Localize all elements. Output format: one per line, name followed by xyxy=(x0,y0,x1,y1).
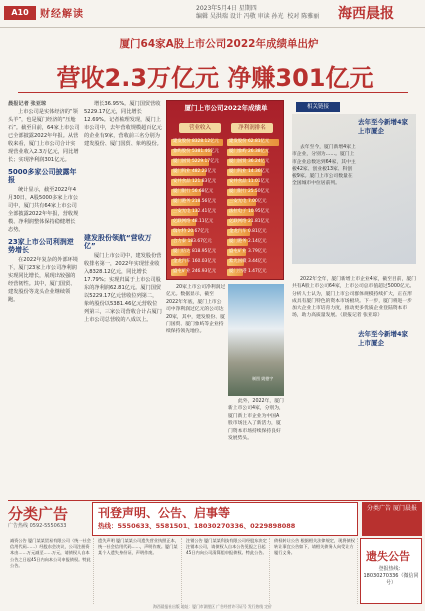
notice-banner-phone: 热线：5550633、5581501、18030270336、0229898088 xyxy=(98,522,296,530)
article-column-5 xyxy=(228,398,284,498)
lost-notice-phone: 登报热线：18030270336（微信同号） xyxy=(363,566,419,586)
revenue-row: 金龙汽车 160.03亿元 xyxy=(173,259,217,264)
related-sidebar xyxy=(288,100,420,498)
net-profit-row: 厦门空港 1.47亿元 xyxy=(229,269,267,274)
net-profit-row: 金龙汽车 0.81亿元 xyxy=(229,229,267,234)
column-header-revenue: 营业收入 xyxy=(179,123,221,133)
headline-title: 营收2.3万亿元 净赚301亿元 xyxy=(56,64,374,92)
classified-ads-hotline: 广告热线 0592-5550633 xyxy=(8,523,67,529)
net-profit-row: 紫光国微 3.44亿元 xyxy=(229,259,267,264)
revenue-row: 象屿股份 5381.46亿元 xyxy=(173,149,219,154)
sidebar-headline: 去年至今新增4家上市厦企 xyxy=(358,118,409,135)
revenue-row: 合力泰 183.67亿元 xyxy=(173,239,212,244)
net-profit-row: 亿联网络 21.81亿元 xyxy=(229,219,270,224)
edition-meta: 2023年5月4日 星期四 编辑 吴洪瑞 设计 冯敬 审读 孙光 校对 陈雅丽 xyxy=(196,5,320,20)
article-subhead: 建发股份领航“营收万亿” xyxy=(84,234,152,250)
revenue-row: 厦门银行 56.68亿元 xyxy=(173,189,214,194)
article-column-4 xyxy=(166,284,226,498)
ad-column-4: 债权转让公告 根据相关法律规定，现将债权转让事宜公告如下，请相关债务人向受让方履行义务。 xyxy=(272,538,358,604)
sidebar-text-2: 2022年全年，厦门新增上市企业4家，截至目前，厦门共有A股上市公司64家，上市公司总市值超过5000亿元。分析人士认为，厦门上市公司群体规模持续扩大，正在形成具有厦门特色的资本市场板块。下一步，厦门将进一步加大企业上市培育力度，推动更多优质企业登陆资本市场，助力高质量发展。（晨报记者 张亚琼） xyxy=(292,277,416,319)
sidebar-tag: 相关链接 xyxy=(296,102,340,112)
results-table-graphic xyxy=(166,100,284,280)
revenue-row: 建发股份 8328.12亿元 xyxy=(173,139,219,144)
column-header-net-profit: 净利润排名 xyxy=(231,123,273,133)
article-paragraph: 此外，2022年，厦门新上市公司4家，分别为，厦门新上市企业为中国A股市场注入了新活力，厦门资本市场持续保持良好发展势头。 xyxy=(228,399,284,442)
article-paragraph: 厦门上市公司中，建发股份营收排名第一，2022年实现营业收入8328.12亿元，同比增长17.79%；实现归属于上市公司股东的净利润62.81亿元。厦门国贸以5229.17亿元营收位列第二，象屿股份以5381.46亿元营收位列第三，三家公司营收合计占厦门上市公司总营收的八成以上。 xyxy=(84,253,162,323)
article-paragraph: 上市公司是实体经济的“领头羊”，也是厦门经济的“压舱石”。截至目前，64家上市公司已全部披露2022年年报。从营收来看，厦门上市公司合计实现营业收入2.3万亿元，同比增长；实现净利润301亿元。 xyxy=(8,109,80,163)
page-footer: 海西晨报社出版 地址：厦门市湖里区 广告经营许可证号 发行热线 定价 xyxy=(153,604,272,609)
chart-title: 厦门上市公司2022年成绩单 xyxy=(184,104,268,112)
revenue-row: 厦门港务 218.56亿元 xyxy=(173,199,217,204)
revenue-row: 瑞尔特 20.67亿元 xyxy=(173,229,209,234)
lost-notice-title: 遗失公告 xyxy=(366,550,410,563)
revenue-row: 厦门国贸 5229.17亿元 xyxy=(173,159,219,164)
article-paragraph: 统计显示，截至2022年4月30日，A股5000多家上市公司中，厦门共有64家上市公司全部披露2022年年报，营收规模、净利润整体保持稳健增长态势。 xyxy=(8,187,79,233)
net-profit-row: 安井食品 11.01亿元 xyxy=(229,179,270,184)
revenue-row: 亿联网络 48.11亿元 xyxy=(173,219,214,224)
net-profit-row: 厦门国贸 36.24亿元 xyxy=(229,159,270,164)
net-profit-row: 厦门钨业 14.36亿元 xyxy=(229,169,270,174)
article-byline: 晨报记者 张亚琼 xyxy=(8,101,47,107)
net-profit-row: 厦门象屿 26.38亿元 xyxy=(229,149,270,154)
article-paragraph: 20家上市公司净利润过亿元。数据显示，截至2022年年底，厦门上市公司中净利润过亿元的公司达20家，其中，建发股份、厦门国贸、厦门象屿等企业持续保持领先地位。 xyxy=(166,285,226,335)
article-subhead: 23家上市公司利润逆势增长 xyxy=(8,238,74,254)
headline-divider xyxy=(18,92,408,93)
ads-divider xyxy=(8,500,420,501)
section-name: 财经解读 xyxy=(40,9,84,20)
article-paragraph: 在2022年复杂的外部环境下，厦门23家上市公司净利润实现同比增长，展现出较强的经营韧性。其中，厦门国贸、建发股份等龙头企业继续领跑。 xyxy=(8,257,78,303)
ad-corner-box: 分类广告 厦门晨报 xyxy=(362,502,422,536)
revenue-row: 盛屯矿业 246.93亿元 xyxy=(173,269,217,274)
revenue-row: 三安光电 132.41亿元 xyxy=(173,209,217,214)
photo-credit: 制图 姚德宇 xyxy=(252,376,274,381)
revenue-row: 安井食品 121.83亿元 xyxy=(173,179,217,184)
newspaper-logo: 海西晨报 xyxy=(338,6,394,22)
net-profit-row: 厦门银行 25.50亿元 xyxy=(229,189,270,194)
page-number: A10 xyxy=(4,6,36,20)
ad-column-3: 注销公告 厦门某某科技有限公司经股东决定注销本公司，请债权人自本公告见报之日起45日内向公司清算组申报债权。特此公告。 xyxy=(184,538,270,604)
headline-kicker: 厦门64家A股上市公司2022年成绩单出炉 xyxy=(119,38,319,50)
article-column-2 xyxy=(84,100,162,226)
classified-ads-label: 分类广告 xyxy=(8,505,69,523)
article-subhead: 5000多家公司披露年报 xyxy=(8,168,77,184)
sidebar-text: 去年至今，厦门新增4家上市企业，分别为……。厦门上市企业总数达到64家，其中主板42家、创业板13家、科创板9家。厦门上市公司数量在全国城市中位居前列。 xyxy=(292,145,356,187)
net-profit-row: 厦门港务 2.14亿元 xyxy=(229,239,267,244)
net-profit-row: 法拉电子 10.95亿元 xyxy=(229,209,270,214)
sidebar-headline-2: 去年至今新增4家上市厦企 xyxy=(358,330,409,347)
net-profit-row: 三安光电 7.00亿元 xyxy=(229,199,267,204)
revenue-row: 厦门钨业 482.23亿元 xyxy=(173,169,217,174)
net-profit-row: 建发股份 62.81亿元 xyxy=(229,139,270,144)
article-column-1 xyxy=(8,100,80,498)
ad-column-2: 遗失声明 厦门某某公司遗失营业执照正本，统一社会信用代码……，声明作废。厦门某某个人遗失身份证，声明作废。 xyxy=(96,538,182,604)
article-paragraph: 增长36.95%。厦门国贸营收5229.17亿元，同比增长12.69%。记者梳理发现，厦门上市公司中，去年营收规模超百亿元的企业有9家，营收前三名分别为建发股份、厦门国贸、象屿股份。 xyxy=(84,101,162,147)
ad-column-1: 减资公告 厦门某某贸易有限公司（统一社会信用代码……）经股东会决议，公司注册资本由……万元减至……万元，请债权人自本公告之日起45日内向本公司申报债权。特此公告。 xyxy=(8,538,94,604)
article-column-3 xyxy=(84,230,162,498)
notice-banner-title: 刊登声明、公告、启事等 xyxy=(98,506,231,520)
net-profit-row: 盛屯矿业 3.79亿元 xyxy=(229,249,267,254)
revenue-row: 厦门信达 818.95亿元 xyxy=(173,249,217,254)
